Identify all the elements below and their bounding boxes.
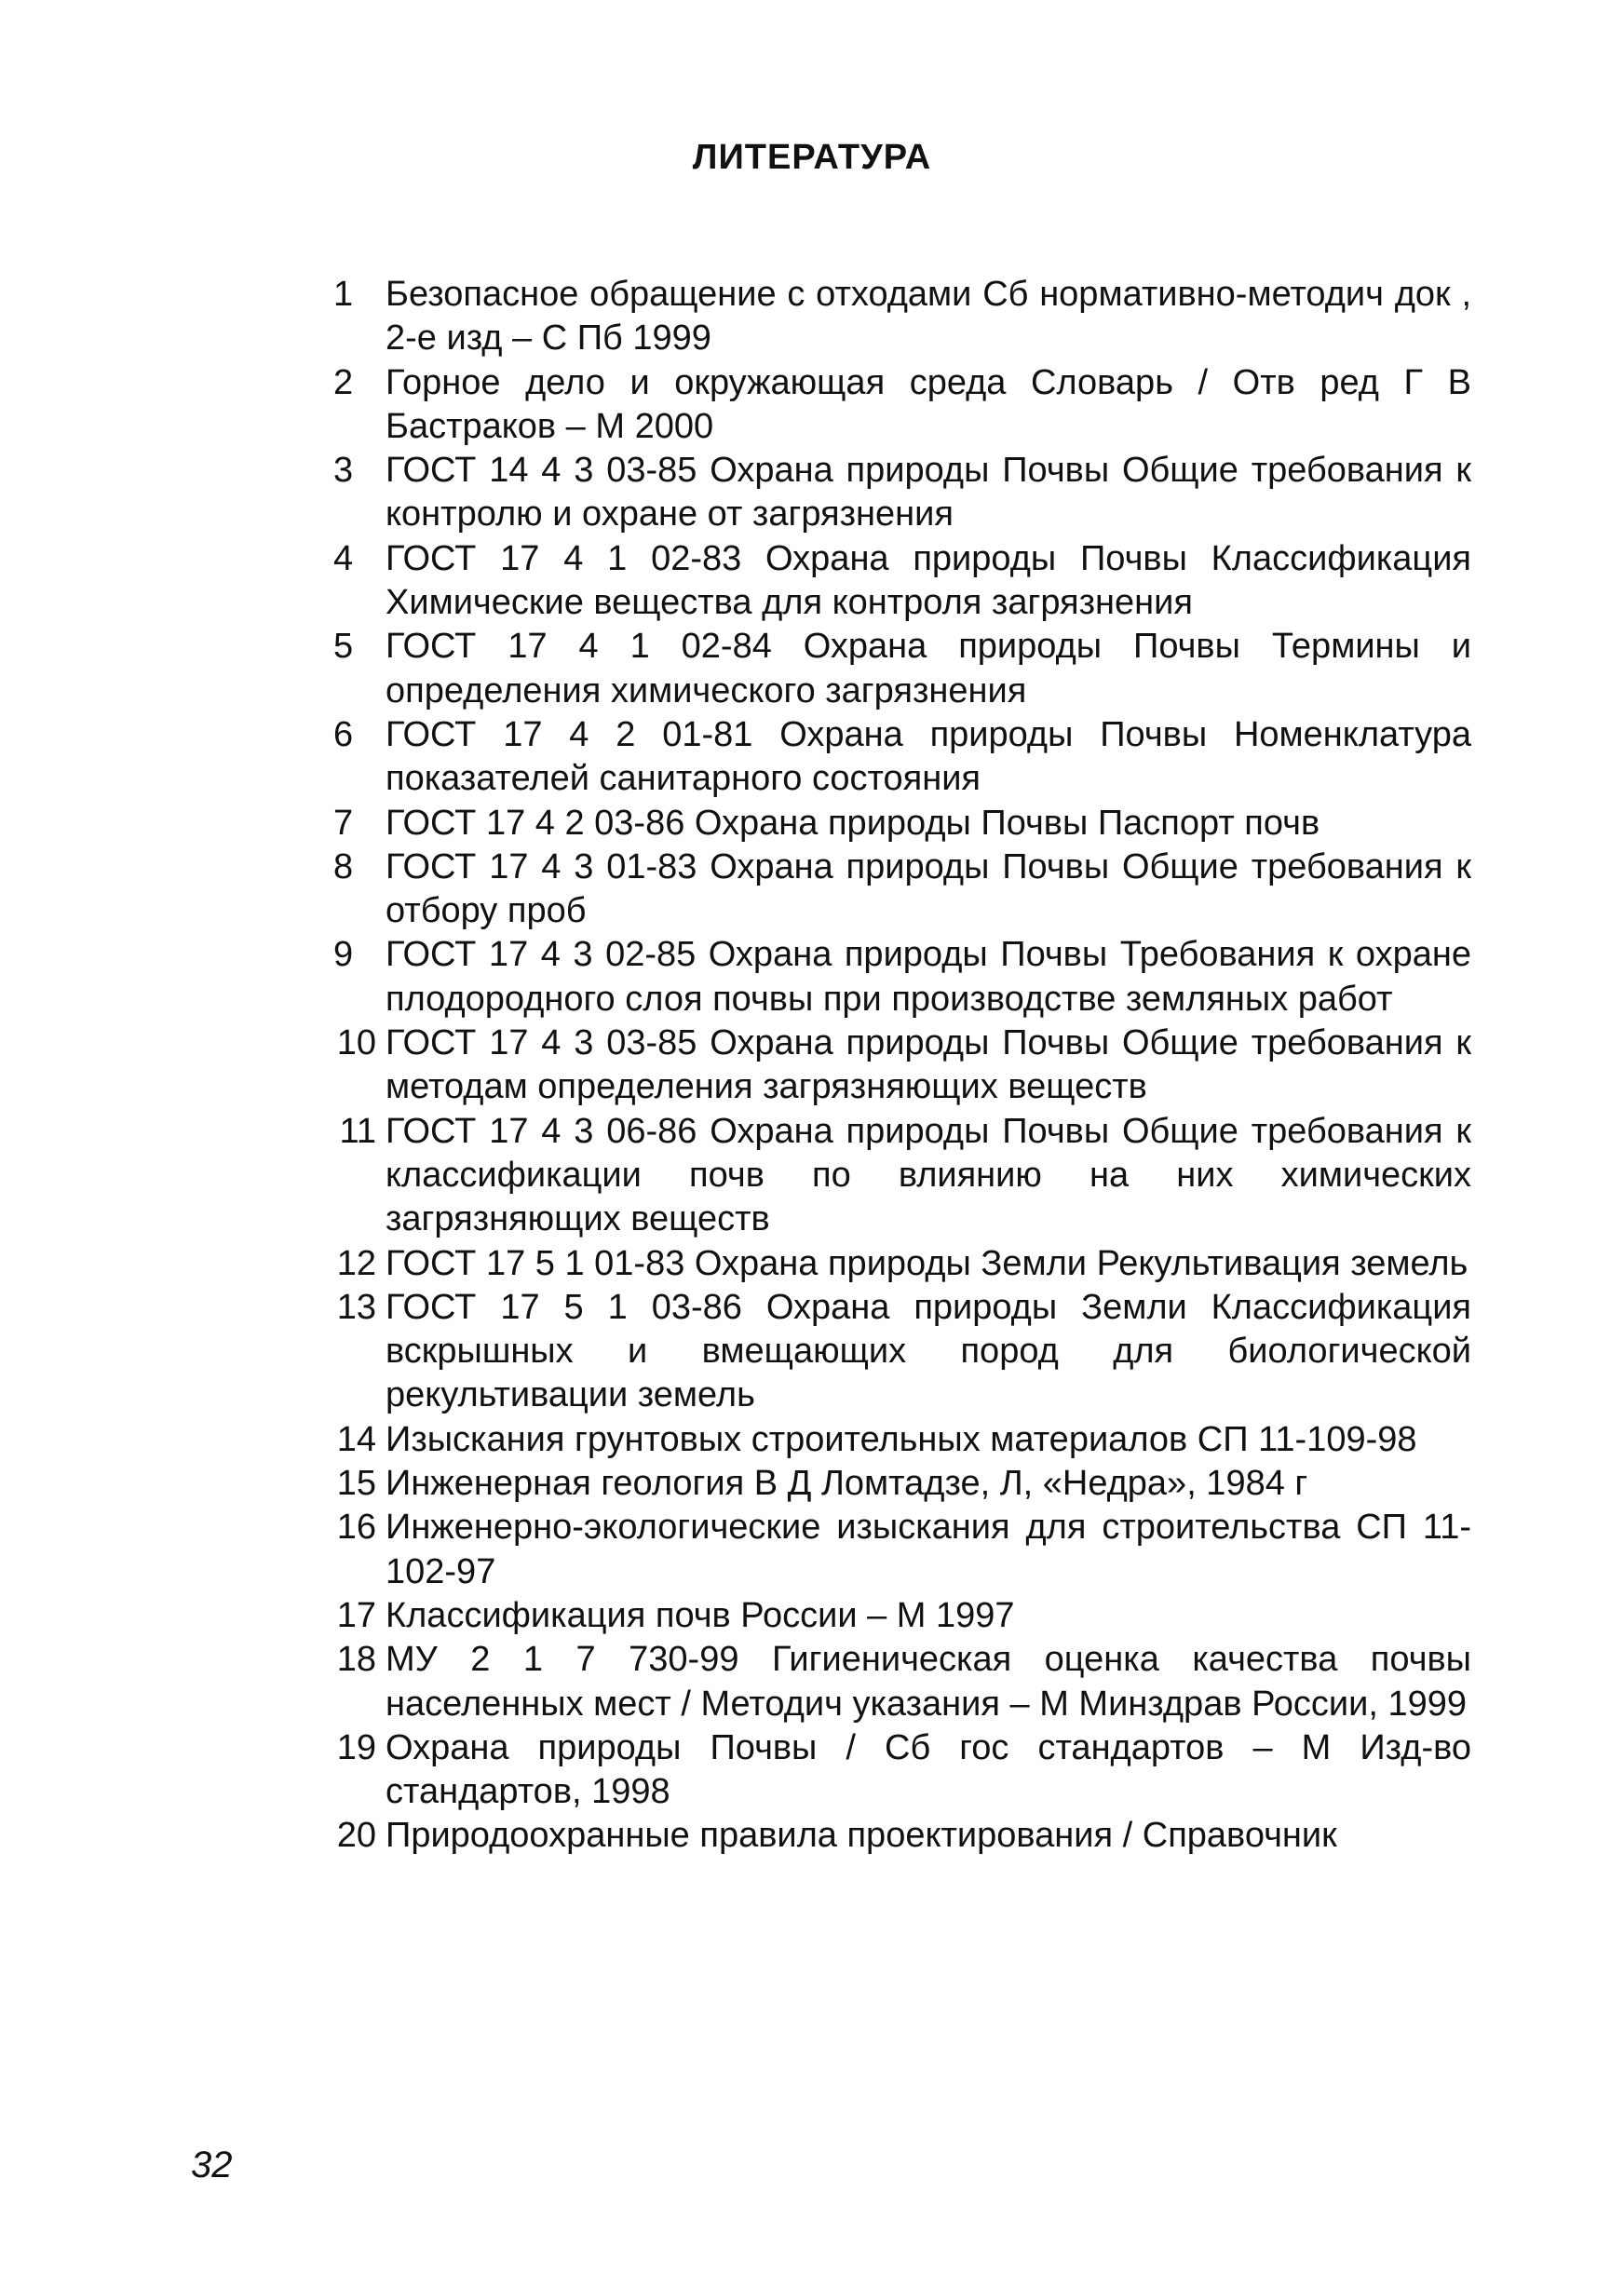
- reference-item: [326, 361, 1471, 450]
- reference-number: 18: [336, 1640, 376, 1680]
- reference-item: [326, 802, 1471, 846]
- reference-number: 4: [333, 538, 354, 578]
- reference-item: [326, 1242, 1471, 1286]
- reference-text: Природоохранные правила проектирования / Справочник: [386, 1816, 1337, 1856]
- reference-text: Горное дело и окружающая среда Словарь / Отв ред Г В Бастраков – М 2000: [386, 362, 1471, 446]
- reference-item: [326, 1418, 1471, 1462]
- reference-text: Инженерно-экологические изыскания для строительства СП 11-102-97: [386, 1508, 1471, 1591]
- reference-text: ГОСТ 17 4 1 02-83 Охрана природы Почвы Классификация Химические вещества для контроля загрязнения: [386, 538, 1471, 623]
- reference-list: [326, 273, 1471, 1859]
- reference-item: [326, 933, 1471, 1021]
- reference-text: ГОСТ 17 4 3 01-83 Охрана природы Почвы Общие требования к отбору проб: [386, 846, 1471, 931]
- reference-number: 5: [333, 627, 354, 667]
- reference-item: [326, 625, 1471, 713]
- reference-text: ГОСТ 17 5 1 01-83 Охрана природы Земли Рекультивация земель: [386, 1243, 1468, 1283]
- reference-item: [326, 449, 1471, 537]
- reference-item: [326, 1726, 1471, 1815]
- reference-item: [326, 537, 1471, 626]
- reference-number: 16: [336, 1508, 376, 1548]
- reference-number: 9: [333, 935, 354, 975]
- reference-text: ГОСТ 17 5 1 03-86 Охрана природы Земли Классификация вскрышных и вмещающих пород для биологической рекультивации земель: [386, 1287, 1471, 1415]
- page-number: 32: [191, 2144, 233, 2185]
- reference-item: [326, 1286, 1471, 1418]
- reference-item: [326, 273, 1471, 361]
- reference-text: ГОСТ 17 4 2 03-86 Охрана природы Почвы Паспорт почв: [386, 803, 1320, 843]
- reference-number: 19: [336, 1727, 376, 1767]
- reference-text: ГОСТ 17 4 3 03-85 Охрана природы Почвы Общие требования к методам определения загрязняющих веществ: [386, 1023, 1471, 1107]
- reference-item: [326, 1021, 1471, 1110]
- reference-number: 2: [333, 362, 354, 402]
- reference-text: ГОСТ 17 4 2 01-81 Охрана природы Почвы Номенклатура показателей санитарного состояния: [386, 714, 1471, 799]
- reference-item: [326, 1814, 1471, 1858]
- reference-item: [326, 713, 1471, 802]
- reference-item: [326, 1110, 1471, 1242]
- reference-number: 8: [333, 846, 354, 886]
- page-title: ЛИТЕРАТУРА: [692, 138, 932, 177]
- reference-number: 1: [333, 275, 354, 314]
- reference-text: Инженерная геология В Д Ломтадзе, Л, «Недра», 1984 г: [386, 1464, 1308, 1504]
- reference-number: 10: [336, 1023, 376, 1063]
- reference-text: Охрана природы Почвы / Сб гос стандартов – М Изд-во стандартов, 1998: [386, 1727, 1471, 1812]
- reference-item: [326, 1506, 1471, 1594]
- reference-item: [326, 1594, 1471, 1638]
- reference-text: Изыскания грунтовых строительных материалов СП 11-109-98: [386, 1419, 1417, 1459]
- reference-item: [326, 846, 1471, 934]
- reference-item: [326, 1638, 1471, 1726]
- reference-text: ГОСТ 17 4 3 02-85 Охрана природы Почвы Требования к охране плодородного слоя почвы при производстве земляных работ: [386, 935, 1471, 1019]
- reference-text: ГОСТ 17 4 1 02-84 Охрана природы Почвы Термины и определения химического загрязнения: [386, 627, 1471, 710]
- reference-number: 15: [336, 1464, 376, 1504]
- reference-number: 14: [336, 1419, 376, 1459]
- reference-item: [326, 1462, 1471, 1506]
- reference-number: 12: [336, 1243, 376, 1283]
- reference-text: ГОСТ 17 4 3 06-86 Охрана природы Почвы Общие требования к классификации почв по влиянию на них химических загрязняющих веществ: [386, 1111, 1471, 1239]
- reference-number: 13: [336, 1287, 376, 1327]
- reference-number: 3: [333, 451, 354, 491]
- reference-number: 6: [333, 714, 354, 754]
- reference-number: 11: [339, 1111, 376, 1151]
- reference-text: Безопасное обращение с отходами Сб нормативно-методич док , 2-е изд – С Пб 1999: [386, 275, 1471, 359]
- reference-number: 17: [336, 1595, 376, 1635]
- reference-number: 7: [333, 803, 354, 843]
- reference-text: МУ 2 1 7 730-99 Гигиеническая оценка качества почвы населенных мест / Методич указания – М Минздрав России, 1999: [386, 1640, 1471, 1724]
- reference-text: Классификация почв России – М 1997: [386, 1595, 1015, 1635]
- reference-number: 20: [336, 1816, 376, 1856]
- reference-text: ГОСТ 14 4 3 03-85 Охрана природы Почвы Общие требования к контролю и охране от загрязнения: [386, 451, 1471, 534]
